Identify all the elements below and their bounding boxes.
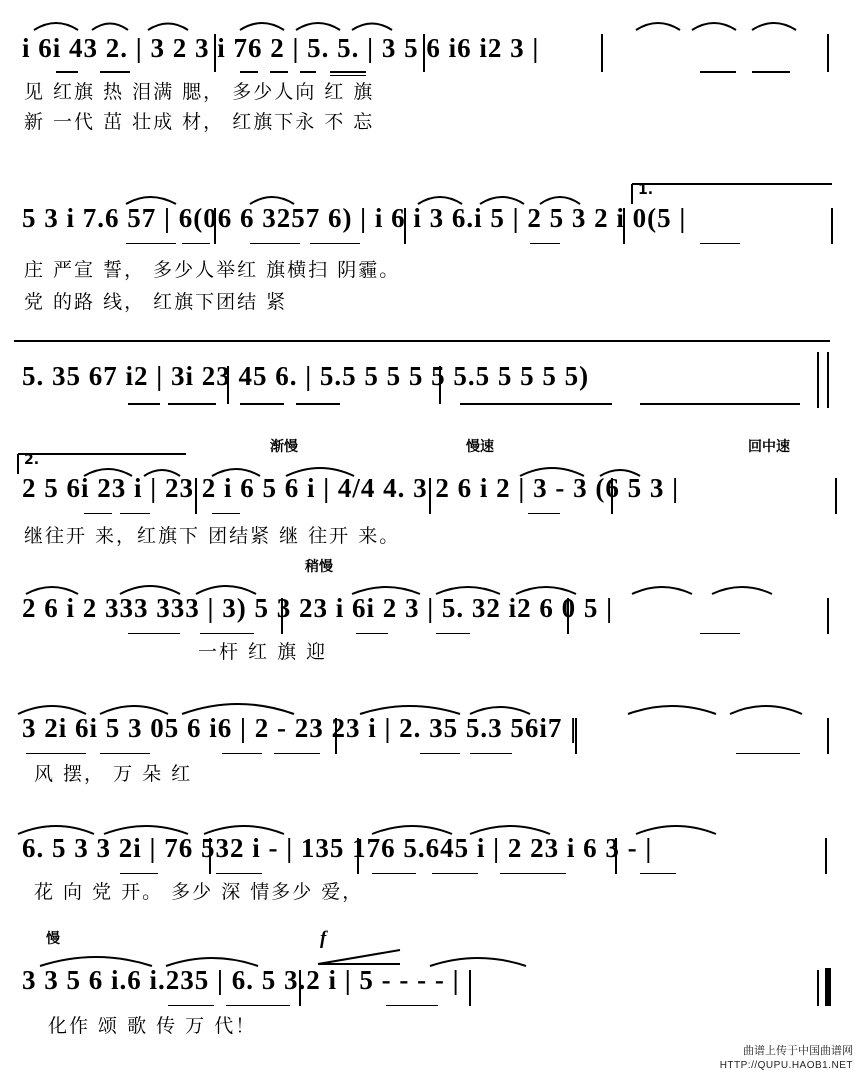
music-system-1	[0, 14, 859, 76]
notation-system-2-numbers: 5 3 i 7.6 57 | 6(06 6 3257 6) | i 6 i 3 6.i 5 | 2 5 3 2 i 0(5 |	[22, 203, 687, 233]
music-system-2	[0, 182, 859, 244]
music-system-3	[0, 352, 859, 412]
music-system-8	[0, 944, 859, 1006]
tempo-mark-back-to-medium: 回中速	[748, 439, 790, 455]
notation-system-6-numbers: 3 2i 6i 5 3 05 6 i6 | 2 - 23 23 i | 2. 35 5.3 56i7 |	[22, 713, 578, 743]
tempo-mark-slightly-slow: 稍慢	[305, 559, 333, 575]
tempo-mark-gradual-slow: 渐慢	[270, 439, 298, 455]
lyrics-system-2-verse-2: 党 的路 线， 红旗下团结 紧	[24, 291, 288, 313]
lyrics-system-1-verse-1: 见 红旗 热 泪满 腮， 多少人向 红 旗	[24, 81, 375, 103]
credit-url: HTTP://QUPU.HAOB1.NET	[719, 1059, 853, 1071]
notation-system-5-numbers: 2 6 i 2 333 333 | 3) 5 3 23 i 6i 2 3 | 5. 32 i2 6 0 5 |	[22, 593, 614, 623]
second-ending-label: 2.	[24, 452, 40, 468]
lyrics-system-5-verse-1: 一杆 红 旗 迎	[198, 641, 328, 663]
music-system-6	[0, 692, 859, 754]
lyrics-system-1-verse-2: 新 一代 茁 壮成 材， 红旗下永 不 忘	[24, 111, 375, 133]
dynamic-mark-forte: f	[320, 928, 327, 949]
lyrics-system-4-verse-1: 继往开 来，红旗下 团结紧 继 往开 来。	[24, 525, 401, 547]
notation-system-8-numbers: 3 3 5 6 i.6 i.235 | 6. 5 3.2 i | 5 - - - - |	[22, 965, 460, 995]
lyrics-system-6-verse-1: 风 摆， 万 朵 红	[34, 763, 193, 785]
system-divider-rule	[14, 340, 830, 342]
tempo-mark-slow: 慢速	[466, 439, 494, 455]
music-system-7	[0, 812, 859, 874]
credit-line-1: 曲谱上传于中国曲谱网	[743, 1043, 853, 1057]
notation-system-7-numbers: 6. 5 3 3 2i | 76 532 i - | 135 176 5.645 i | 2 23 i 6 3 - |	[22, 833, 653, 863]
notation-system-4-numbers: 2 5 6i 23 i | 23 2 i 6 5 6 i | 4/4 4. 3 2 6 i 2 | 3 - 3 (6 5 3 |	[22, 473, 680, 503]
lyrics-system-8-verse-1: 化作 颂 歌 传 万 代！	[48, 1015, 257, 1037]
tempo-mark-slow: 慢	[46, 931, 60, 947]
notation-system-3-numbers: 5. 35 67 i2 | 3i 23 45 6. | 5.5 5 5 5 5 5.5 5 5 5 5)	[22, 361, 590, 391]
music-system-4	[0, 452, 859, 514]
first-ending-label: 1.	[638, 182, 654, 198]
music-system-5	[0, 572, 859, 634]
lyrics-system-2-verse-1: 庄 严宣 誓， 多少人举红 旗横扫 阴霾。	[24, 259, 401, 281]
notation-system-1-numbers: i 6i 43 2. | 3 2 3 i 76 2 | 5. 5. | 3 5 6 i6 i2 3 |	[22, 33, 540, 63]
source-credit	[720, 1044, 853, 1072]
lyrics-system-7-verse-1: 花 向 党 开。 多少 深 情多少 爱，	[34, 881, 364, 903]
